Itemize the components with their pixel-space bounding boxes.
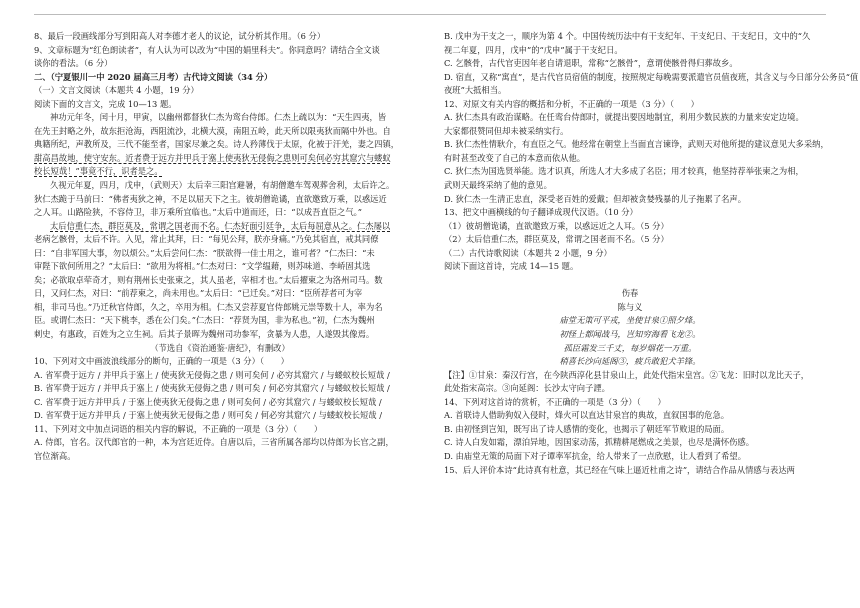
right-line: A. 首联诗人借助狗奴入侵时，烽火可以直达甘泉宫的典故，直叙国事的危急。 <box>444 410 730 421</box>
right-line: 14、下列对这首诗的赏析，不正确的一项是（3 分）（ ） <box>444 396 666 407</box>
right-line: 阅读下面这首诗，完成 14—15 题。 <box>444 261 579 272</box>
right-line: C. 狄仁杰为国选贤举能。选才识真，所选人才大多成了名臣；用才较真，他坚持荐举张柬之为相， <box>444 166 804 177</box>
right-line: 初怪上都闻战马，岂知穷海看飞龙②。 <box>559 329 701 340</box>
right-line: 12、对原文有关内容的概括和分析，不正确的一项是（3 分）（ ） <box>444 98 699 109</box>
right-line: 武则天最终采纳了他的意见。 <box>444 180 552 191</box>
left-column <box>34 30 406 464</box>
right-line: 大家都很赞同但却未被采纳实行。 <box>444 125 569 136</box>
right-line: （二）古代诗歌阅读（本题共 2 小题，9 分） <box>444 247 612 258</box>
right-line: 庙堂无策可平戎，坐使甘泉①照夕烽。 <box>559 315 701 326</box>
left-line: 曰：“自非军国大事，勿以烦公。”太后尝问仁杰：“朕欲得一佳士用之，谁可者？”仁杰曰：“未 <box>34 247 375 258</box>
left-line: （节选自《资治通鉴·唐纪》，有删改） <box>150 342 290 353</box>
right-line: （1）彼胡僧诡谲，直欲邀致万乘，以惑远近之人耳。（5 分） <box>444 220 669 231</box>
left-line: 相，非司马也。”乃迁秋官侍郎，久之，卒用为相。仁杰又尝荐夏官侍郎姚元崇等数十人，率为名 <box>34 301 383 312</box>
right-line: 夜班”大抵相当。 <box>444 85 507 96</box>
right-line: B. 狄仁杰性情耿介，有直臣之气。他经常在朝堂上当面直言谏诤，武则天对他所提的建议意见大多采纳， <box>444 139 829 150</box>
left-line: A. 省军费于远方 / 并甲兵于塞上 / 使夷狄无侵侮之患 / 则可矣何 / 必穷其窟穴 / 与蝼蚁校长短哉 / <box>34 369 390 380</box>
left-line: C. 省军费于远方并甲兵 / 于塞上使夷狄无侵侮之患 / 则可矣何 / 必穷其窟穴 / 与蝼蚁校长短哉 / <box>34 396 382 407</box>
left-line: 老病乞骸骨，太后不许。入见，常止其拜，曰：“每见公拜，朕亦身痛。”乃免其宿直，戒其同僚 <box>34 234 379 245</box>
left-line: 矣；必欲取卓荦奇才，则有荆州长史张柬之，其人虽老，宰相才也。”太后擢柬之为洛州司马。数 <box>34 274 383 285</box>
right-line: B. 由初怪到岂知，既写出了诗人感情的变化，也揭示了朝廷军节败退的局面。 <box>444 423 730 434</box>
left-line: 8、最后一段画线部分写到阳高人对李德才老人的议论，试分析其作用。（6 分） <box>34 31 326 41</box>
left-line: D. 省军费于远方并甲兵 / 于塞上使夷狄无侵侮之患 / 则可矣 / 何必穷其窟穴 / 与蝼蚁校长短哉 / <box>34 410 383 421</box>
left-line: 臣。或谓仁杰曰：“天下桃李，悉在公门矣。”仁杰曰：“荐贤为国，非为私也。”初，仁杰为魏州 <box>34 315 375 326</box>
left-line: 9、文章标题为“红色朗读者”，有人认为可以改为“中国的娟里科夫”。你同意吗？请结合全文谈 <box>34 44 380 55</box>
right-line: D. 宿直，又称“寓直”，是古代官员宿值的制度，按照规定每晚需要派遣官员值夜班，其含义与今日部分公务员“值 <box>444 71 859 82</box>
right-line: B. 戊申为干支之一，顺序为第 4 个。中国传统历法中有干支纪年、干支纪日、干支纪日，文中的“久 <box>444 31 811 41</box>
left-line: 在先王封略之外，故东拒沧海，西阻流沙，北横大漠，南阻五岭，此天所以限夷狄而隔中外也。自 <box>34 125 391 136</box>
left-line: 日，又问仁杰，对曰：“前荐柬之，尚未用也。”太后曰：“已迁矣。”对曰：“臣所荐者可为宰 <box>34 288 363 299</box>
left-line <box>34 165 406 179</box>
left-line: 10、下列对文中画波浪线部分的断句，正确的一项是（3 分）（ ） <box>34 356 289 367</box>
left-line: A. 侍郎，官名。汉代郎官的一种，本为宫廷近侍。自唐以后，三省所属各部均以侍郎为长官之副， <box>34 437 394 448</box>
underlined-text: 太后信重仁杰，群臣莫及，常谓之国老而不名。仁杰好面引廷争，太后每屈意从之。仁杰屡以 <box>50 220 391 231</box>
right-line: 有时甚至改变了自己的本意而依从他。 <box>444 152 586 163</box>
right-line: A. 狄仁杰具有政治谋略。在任鸾台侍郎时，就提出要因地制宜，利用少数民族的力量来安定边境。 <box>444 112 804 123</box>
left-line: 之人耳。山路险狭，不容侍卫，非万乘所宜临也。”太后中道而还，曰：“以成吾直臣之气。” <box>34 207 363 218</box>
left-line <box>34 152 406 166</box>
right-line: 【注】①甘泉：秦汉行宫，在今陕西淳化县甘泉山上，此处代指宋皇宫。②飞龙：旧时以龙比天子， <box>444 369 810 380</box>
left-line: 神功元年冬，闰十月，甲寅，以幽州都督狄仁杰为鸾台侍郎。仁杰上疏以为：“天生四夷，皆 <box>50 112 387 123</box>
left-line: 审陛下欲何所用之？”太后曰：“欲用为将相。”仁杰对曰：“文学缊藉，则苏味道、李峤固其选 <box>34 261 371 272</box>
right-line: D. 由庙堂无策的局面下对子谭率军抗金，给人带来了一点欣慰，让人看到了希望。 <box>444 450 747 461</box>
right-line <box>444 274 816 288</box>
underlined-text: 甜高昌故地，使守安东。近者费于远方并甲兵于塞上使夷狄无侵侮之患则可矣何必穷其窟穴与蝼蚁 <box>34 152 391 163</box>
right-line: 13、把文中画横线的句子翻译成现代汉语。（10 分） <box>444 207 638 218</box>
right-line: 15、后人评价本诗“此诗真有杜意，其已经在气味上逼近杜甫之诗”，请结合作品从情感与表达两 <box>444 464 795 475</box>
left-line: （一）文言文阅读（本题共 4 小题，19 分） <box>34 85 199 96</box>
right-line: 此处指宋高宗。③向延阁：长沙太守向子諲。 <box>444 383 610 394</box>
right-line: 孤臣霜发三千丈，每岁烟花一万重。 <box>563 342 697 353</box>
left-line: 久视元年夏，四月，戊申，（武则天）太后幸三阳宫避暑，有胡僧邀车驾观葬舍利，太后许之。 <box>50 180 395 191</box>
left-line: 谈你的看法。（6 分） <box>34 58 113 69</box>
left-line: B. 省军费于远方 / 并甲兵于塞上 / 使夷狄无侵侮之患 / 则可矣 / 何必穷其窟穴 / 与蝼蚁校长短哉 / <box>34 383 390 394</box>
right-line: （2）太后信重仁杰，群臣莫及，常谓之国老而不名。（5 分） <box>444 234 669 245</box>
left-line: 二、（宁夏银川一中 2020 届高三月考）古代诗文阅读（34 分） <box>34 71 273 82</box>
right-column <box>444 30 859 477</box>
right-line: 陈与义 <box>617 301 643 312</box>
left-line: 官位渐高。 <box>34 450 76 461</box>
underlined-text: 校长短哉！”事竟不行，识者是之。 <box>34 166 163 177</box>
right-line: 稍喜长沙向延阁③，疲兵敢犯犬羊锋。 <box>559 356 701 367</box>
right-line: C. 乞骸骨，古代官吏因年老自请退职，常称“乞骸骨”，意谓使骸骨得归葬故乡。 <box>444 58 738 69</box>
column-gutter <box>419 30 420 590</box>
left-line: 11、下列对文中加点词语的相关内容的解说，不正确的一项是（3 分）（ ） <box>34 423 323 434</box>
right-line: 视二年夏，四月，戊申”的“戊申”属于干支纪日。 <box>444 44 623 55</box>
left-line <box>34 220 406 234</box>
right-line: D. 狄仁杰一生清正忠直，深受老百姓的爱戴；但却被贪婪残暴的儿子拖累了名声。 <box>444 193 747 204</box>
top-rule <box>34 14 826 15</box>
left-line: 典籍所纪，声教所及，三代不能至者，国家尽兼之矣。诗人矜薄伐于太原，化被于汗羌，妻之四镇， <box>34 139 400 150</box>
right-line: 伤春 <box>621 288 639 299</box>
left-line: 刺史，有惠政，百姓为之立生祠。后其子景晖为魏州司功参军，贪暴为人患，人遂毁其像焉。 <box>34 329 375 340</box>
left-line: 阅读下面的文言文，完成 10—13 题。 <box>34 98 177 109</box>
left-line: 狄仁杰跪于马前曰：“佛者夷狄之神，不足以屈天下之主。彼胡僧诡谲，直欲邀致万乘，以惑远近 <box>34 193 387 204</box>
right-line: C. 诗人白发如霜，漂泊异地，因国家动荡，抓精耕尾燃成之美景，也尽是满怀伤感。 <box>444 437 755 448</box>
